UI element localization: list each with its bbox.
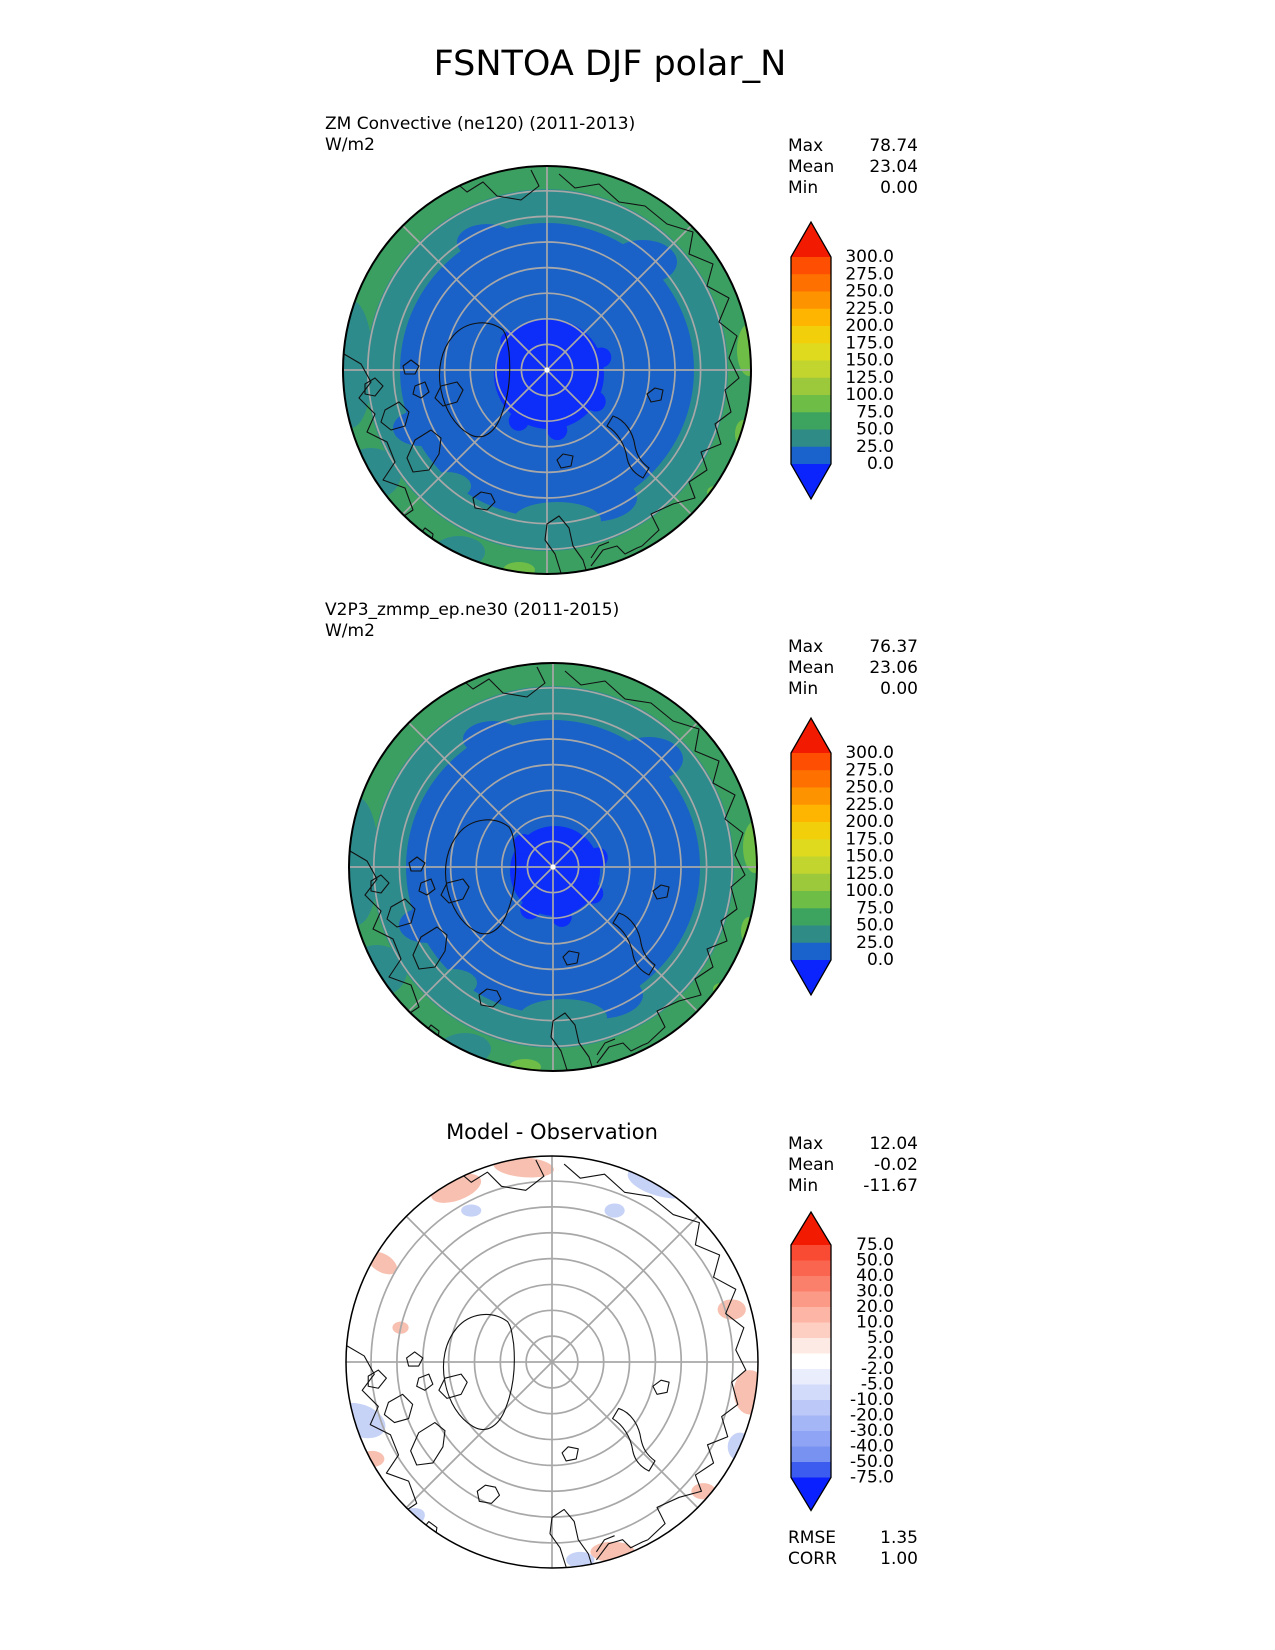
panel2-units-label: W/m2	[325, 621, 375, 641]
contour-patch	[360, 1451, 384, 1467]
panel1-stats	[788, 136, 918, 199]
colorbar-segment	[791, 891, 831, 909]
contour-patch	[513, 502, 601, 538]
colorbar-tick-label: 25.0	[856, 436, 894, 457]
colorbar-tick-label: 0.0	[866, 454, 894, 474]
colorbar-segment	[791, 1416, 831, 1432]
colorbar-tick-label: 125.0	[845, 863, 894, 884]
colorbar-segment	[791, 1323, 831, 1339]
stat-row	[788, 1176, 918, 1197]
colorbar-segment	[791, 395, 831, 413]
colorbar-segment	[791, 908, 831, 926]
colorbar-segment	[791, 839, 831, 857]
stat-label: Max	[788, 136, 824, 156]
colorbar-segment	[791, 1276, 831, 1292]
colorbar-tick-label: -75.0	[850, 1467, 894, 1488]
figure-title: FSNTOA DJF polar_N	[433, 44, 787, 84]
colorbar-tick-label: 50.0	[856, 1250, 894, 1271]
stat-value: 23.04	[869, 157, 918, 177]
colorbar-segment	[791, 412, 831, 430]
colorbar-tick-label: 300.0	[845, 743, 894, 763]
colorbar-segment	[791, 326, 831, 344]
colorbar-segment	[791, 788, 831, 806]
colorbar-under-arrow	[791, 960, 831, 995]
stat-label: CORR	[788, 1549, 837, 1569]
colorbar-tick-label: 2.0	[866, 1343, 894, 1364]
panel3-title: Model - Observation	[446, 1120, 658, 1144]
stat-label: Mean	[788, 1155, 835, 1175]
contour-patch	[519, 999, 607, 1035]
stat-row	[788, 1134, 918, 1155]
colorbar-over-arrow	[791, 222, 831, 257]
colorbar-segment	[791, 274, 831, 292]
colorbar-tick-label: 75.0	[856, 402, 894, 423]
colorbar-segment	[791, 1307, 831, 1323]
colorbar-segment	[791, 430, 831, 448]
colorbar-tick-label: 75.0	[856, 898, 894, 919]
colorbar-tick-label: 125.0	[845, 367, 894, 388]
colorbar-segment	[791, 1385, 831, 1401]
stat-row	[788, 1549, 918, 1570]
stat-value: -11.67	[863, 1176, 918, 1196]
contour-patch	[609, 240, 677, 284]
colorbar-segment	[791, 292, 831, 310]
panel2-title	[325, 600, 619, 642]
colorbar-tick-label: 75.0	[856, 1235, 894, 1255]
stat-label: Max	[788, 637, 824, 657]
colorbar-tick-label: -30.0	[850, 1421, 894, 1441]
contour-patch	[708, 1211, 740, 1231]
colorbar-segment	[791, 822, 831, 840]
colorbar-tick-label: 100.0	[845, 385, 894, 405]
polar-map-difference	[345, 1155, 759, 1569]
colorbar-tick-label: -10.0	[850, 1390, 894, 1410]
stat-value: 76.37	[869, 637, 918, 657]
contour-patch	[681, 1523, 705, 1541]
colorbar-difference	[790, 1210, 902, 1516]
colorbar-segment	[791, 1261, 831, 1277]
contour-bump	[586, 392, 606, 412]
colorbar-segment	[791, 1292, 831, 1308]
map-layers	[345, 1155, 759, 1569]
stat-value: 1.00	[880, 1549, 918, 1569]
stat-label: Mean	[788, 157, 835, 177]
stat-value: 0.00	[880, 178, 918, 198]
stat-value: 0.00	[880, 679, 918, 699]
contour-patch	[439, 1033, 491, 1065]
colorbar-tick-label: 300.0	[845, 247, 894, 267]
panel1-title-line1: ZM Convective (ne120) (2011-2013)	[325, 114, 636, 134]
contour-patch	[433, 536, 485, 568]
colorbar-over-arrow	[791, 1212, 831, 1245]
colorbar-segment	[791, 343, 831, 361]
colorbar-tick-label: 50.0	[856, 915, 894, 936]
stat-label: Mean	[788, 658, 835, 678]
colorbar-tick-label: 250.0	[845, 281, 894, 302]
colorbar-tick-label: 0.0	[866, 950, 894, 970]
colorbar-segment	[791, 1338, 831, 1354]
stat-label: Max	[788, 1134, 824, 1154]
stat-value: 23.06	[869, 658, 918, 678]
stat-value: -0.02	[874, 1155, 918, 1175]
polar-map-model	[342, 165, 752, 575]
colorbar-tick-label: 50.0	[856, 419, 894, 440]
stat-row	[788, 637, 918, 658]
pole-dot	[550, 864, 555, 869]
colorbar-segment	[791, 926, 831, 944]
colorbar-under-arrow	[791, 1478, 831, 1511]
map-layers	[342, 165, 752, 575]
colorbar-segment	[791, 753, 831, 771]
colorbar-tick-label: -5.0	[860, 1374, 894, 1395]
stat-row	[788, 136, 918, 157]
colorbar-tick-label: 175.0	[845, 333, 894, 354]
colorbar-segment	[791, 1431, 831, 1447]
colorbar-tick-label: 275.0	[845, 264, 894, 285]
colorbar-reference	[790, 716, 902, 1000]
colorbar-tick-label: 25.0	[856, 932, 894, 953]
stat-row	[788, 178, 918, 199]
colorbar-model	[790, 220, 902, 504]
stat-row	[788, 157, 918, 178]
stat-label: Min	[788, 1176, 819, 1196]
contour-patch	[718, 1299, 746, 1319]
colorbar-tick-label: 225.0	[845, 794, 894, 815]
contour-bump	[547, 420, 567, 440]
colorbar-segment	[791, 1462, 831, 1478]
colorbar-tick-label: 200.0	[845, 812, 894, 832]
colorbar-segment	[791, 805, 831, 823]
colorbar-tick-label: 30.0	[856, 1281, 894, 1302]
colorbar-tick-label: 150.0	[845, 350, 894, 371]
stat-row	[788, 679, 918, 700]
footer-stats	[788, 1528, 918, 1570]
colorbar-tick-label: 5.0	[866, 1328, 894, 1348]
colorbar-tick-label: 275.0	[845, 760, 894, 781]
polar-map-reference	[348, 662, 758, 1072]
colorbar-over-arrow	[791, 718, 831, 753]
colorbar-segment	[791, 1369, 831, 1385]
colorbar-segment	[791, 1354, 831, 1370]
colorbar-segment	[791, 1245, 831, 1261]
colorbar-tick-label: 100.0	[845, 881, 894, 901]
colorbar-segment	[791, 1447, 831, 1463]
panel2-stats	[788, 637, 918, 700]
colorbar-segment	[791, 770, 831, 788]
stat-label: Min	[788, 679, 819, 699]
contour-bump	[509, 411, 529, 431]
colorbar-segment	[791, 447, 831, 465]
colorbar-segment	[791, 257, 831, 275]
colorbar-tick-label: 200.0	[845, 316, 894, 336]
colorbar-segment	[791, 309, 831, 327]
map-layers	[348, 662, 758, 1072]
colorbar-tick-label: 40.0	[856, 1266, 894, 1286]
colorbar-tick-label: 20.0	[856, 1297, 894, 1317]
colorbar-tick-label: 250.0	[845, 777, 894, 798]
panel1-title	[325, 114, 635, 156]
colorbar-tick-label: -50.0	[850, 1452, 894, 1472]
colorbar-segment	[791, 943, 831, 961]
colorbar-tick-label: 175.0	[845, 829, 894, 850]
stat-value: 12.04	[869, 1134, 918, 1154]
colorbar-segment	[791, 1400, 831, 1416]
colorbar-tick-label: 225.0	[845, 298, 894, 319]
colorbar-segment	[791, 361, 831, 379]
contour-patch	[732, 1242, 752, 1256]
panel2-title-line1: V2P3_zmmp_ep.ne30 (2011-2015)	[325, 600, 620, 620]
colorbar-tick-label: -2.0	[860, 1359, 894, 1379]
colorbar-tick-label: 10.0	[856, 1312, 894, 1333]
contour-patch	[615, 737, 683, 781]
stat-label: RMSE	[788, 1528, 837, 1548]
colorbar-under-arrow	[791, 464, 831, 499]
contour-patch	[461, 1204, 481, 1216]
stat-label: Min	[788, 178, 819, 198]
panel3-stats	[788, 1134, 918, 1197]
stat-row	[788, 658, 918, 679]
colorbar-tick-label: -20.0	[850, 1405, 894, 1426]
panel1-units-label: W/m2	[325, 135, 375, 155]
colorbar-segment	[791, 378, 831, 396]
colorbar-segment	[791, 857, 831, 875]
contour-patch	[605, 1203, 625, 1217]
colorbar-segment	[791, 874, 831, 892]
stat-row	[788, 1528, 918, 1549]
stat-value: 1.35	[880, 1528, 918, 1548]
pole-dot	[544, 367, 549, 372]
stat-value: 78.74	[869, 136, 918, 156]
colorbar-tick-label: 150.0	[845, 846, 894, 867]
colorbar-tick-label: -40.0	[850, 1436, 894, 1457]
stat-row	[788, 1155, 918, 1176]
